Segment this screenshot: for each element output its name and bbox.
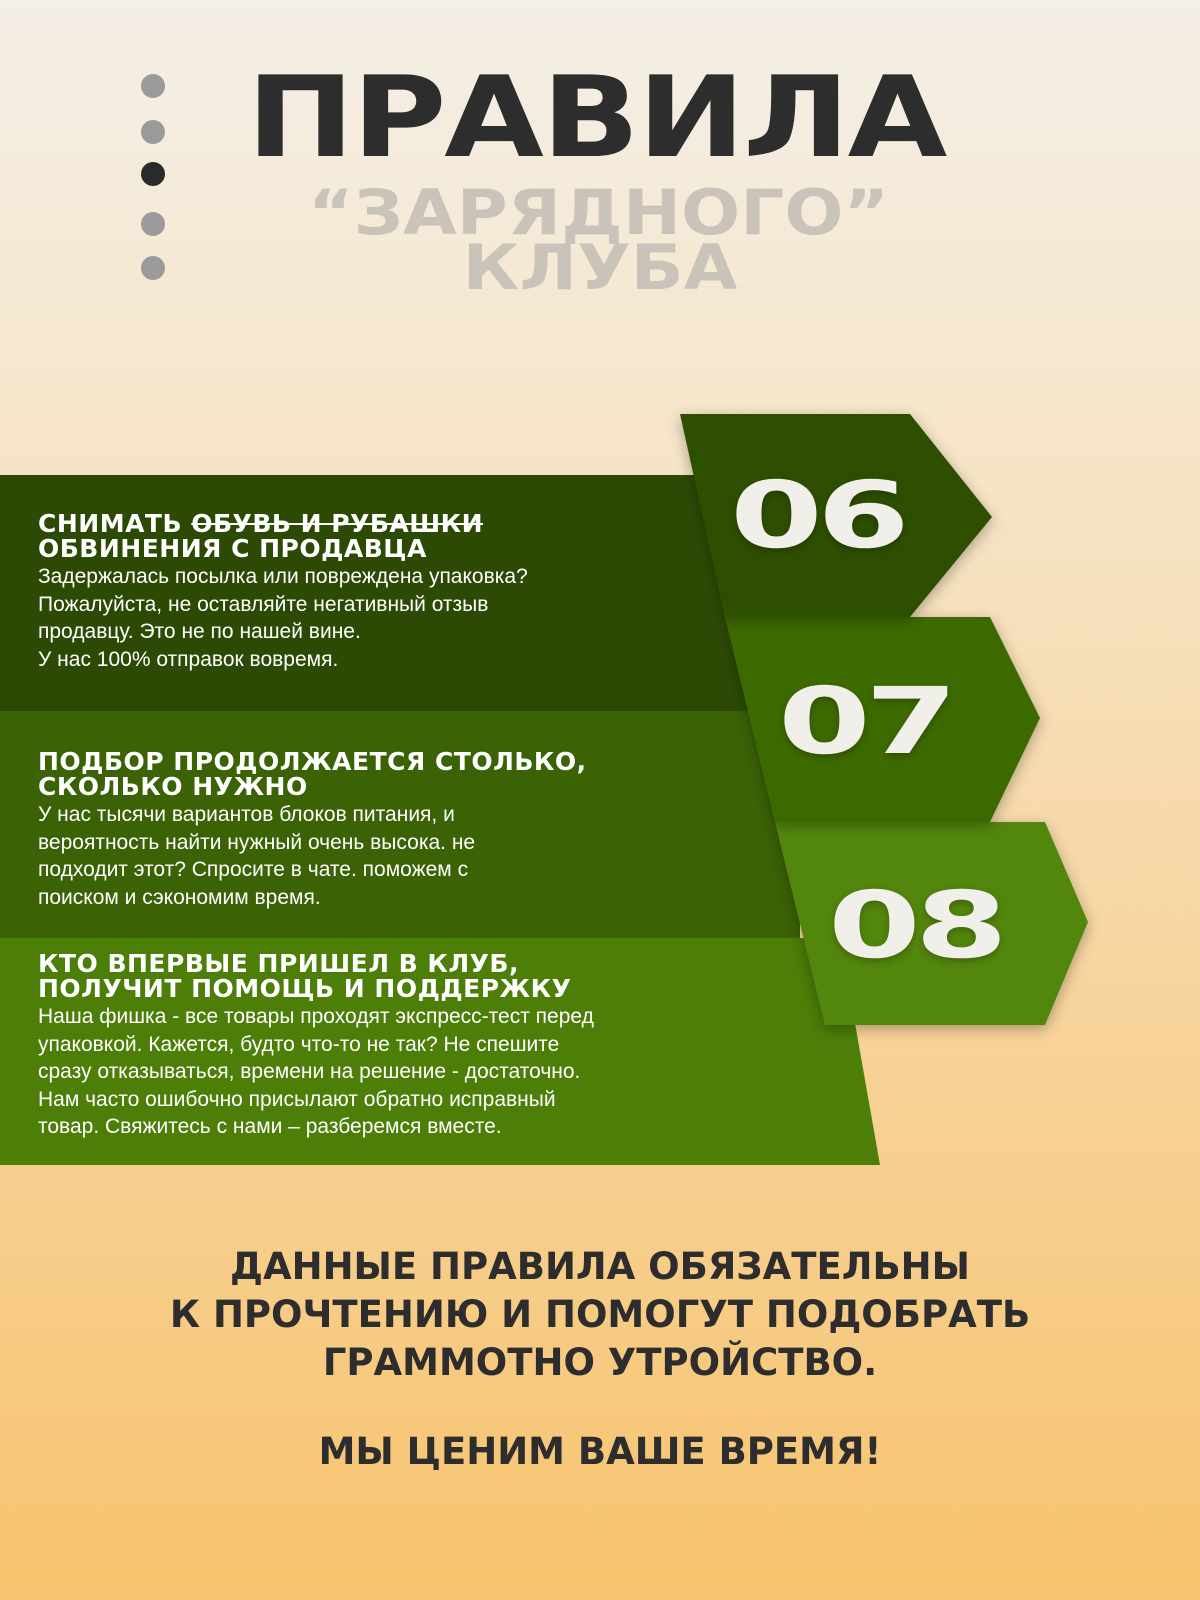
rule-number-07: 07	[778, 668, 953, 775]
page-title: ПРАВИЛА	[246, 53, 946, 183]
footer-slogan: МЫ ЦЕНИМ ВАШЕ ВРЕМЯ!	[318, 1430, 882, 1473]
rule-heading	[38, 749, 587, 799]
rule-number-08: 08	[828, 872, 1003, 979]
rule-heading-struck: ОБУВЬ И РУБАШКИ	[191, 509, 483, 538]
rule-heading-line1: ПОДБОР ПРОДОЛЖАЕТСЯ СТОЛЬКО,	[38, 747, 587, 776]
rule-heading	[38, 511, 528, 561]
rule-heading-line2: ПОЛУЧИТ ПОМОЩЬ И ПОДДЕРЖКУ	[38, 974, 572, 1003]
rule-body: Задержалась посылка или повреждена упаковка? Пожалуйста, не оставляйте негативный отзыв продавцу. Это не по нашей вине. У нас 100% отправок вовремя.	[38, 565, 528, 671]
rule-heading-rest: ОБВИНЕНИЯ С ПРОДАВЦА	[38, 534, 427, 563]
page-subtitle-line2: КЛУБА	[462, 231, 738, 304]
rule-body: У нас тысячи вариантов блоков питания, и вероятность найти нужный очень высока. не подходит этот? Спросите в чате. поможем с поиском и сэкономим время.	[38, 803, 476, 909]
rule-body: Наша фишка - все товары проходят экспресс-тест перед упаковкой. Кажется, будто что-то не так? Не спешите сразу отказываться, времени на решение - достаточно. Нам часто ошибочно присылают обратно исправный товар. Свяжитесь с нами – разберемся вместе.	[38, 1005, 594, 1138]
rule-heading-line1: КТО ВПЕРВЫЕ ПРИШЕЛ В КЛУБ,	[38, 949, 519, 978]
rule-heading	[38, 951, 594, 1001]
rule-number-06: 06	[730, 462, 905, 569]
page-subtitle-line1: “ЗАРЯДНОГО”	[308, 176, 890, 249]
rule-06	[38, 511, 528, 673]
rule-heading-line2: СКОЛЬКО НУЖНО	[38, 772, 308, 801]
footer-notice: ДАННЫЕ ПРАВИЛА ОБЯЗАТЕЛЬНЫ К ПРОЧТЕНИЮ И ПОМОГУТ ПОДОБРАТЬ ГРАММОТНО УТРОЙСТВО.	[169, 1245, 1031, 1384]
rule-heading-prefix: СНИМАТЬ	[38, 509, 192, 538]
rule-08	[38, 951, 594, 1141]
rule-07	[38, 749, 587, 911]
